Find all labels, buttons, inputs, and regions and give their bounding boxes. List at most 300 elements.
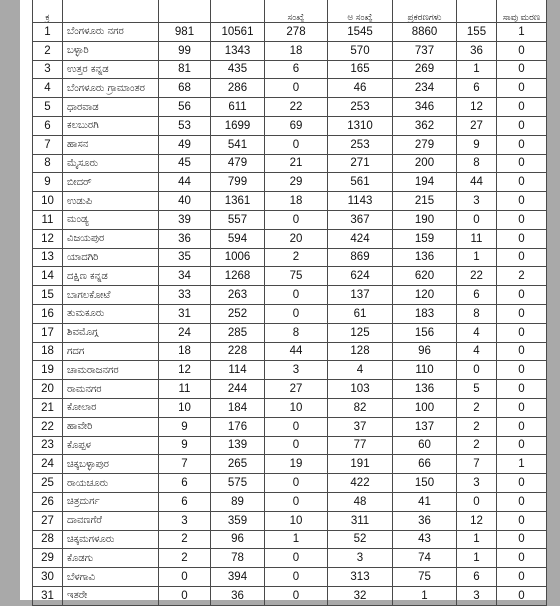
value-col-3-cell: 36 [159, 229, 211, 248]
table-row [33, 192, 547, 211]
table-row [33, 549, 547, 568]
row-number-cell: 29 [33, 549, 63, 568]
value-col-6-cell: 37 [328, 417, 393, 436]
district-name-cell: ಬಳ್ಳಾರಿ [63, 41, 159, 60]
row-number-cell: 18 [33, 342, 63, 361]
value-col-7-cell: 137 [393, 417, 457, 436]
row-number-cell: 3 [33, 60, 63, 79]
table-row [33, 210, 547, 229]
value-col-8-cell: 22 [457, 267, 497, 286]
value-col-5-cell: 0 [265, 286, 328, 305]
district-name-cell: ಮಂಡ್ಯ [63, 210, 159, 229]
value-col-7-cell: 346 [393, 98, 457, 117]
value-col-9-cell: 0 [497, 154, 547, 173]
row-number-cell: 19 [33, 361, 63, 380]
value-col-4-cell: 575 [211, 474, 265, 493]
row-number-cell: 21 [33, 398, 63, 417]
value-col-8-cell: 12 [457, 98, 497, 117]
value-col-3-cell: 53 [159, 116, 211, 135]
value-col-8-cell: 3 [457, 192, 497, 211]
district-name-cell: ಚಾಮರಾಜನಗರ [63, 361, 159, 380]
value-col-5-cell: 278 [265, 23, 328, 42]
value-col-6-cell: 48 [328, 492, 393, 511]
value-col-8-cell: 1 [457, 530, 497, 549]
value-col-3-cell: 56 [159, 98, 211, 117]
value-col-3-cell: 11 [159, 380, 211, 399]
value-col-5-cell: 0 [265, 436, 328, 455]
value-col-5-cell: 69 [265, 116, 328, 135]
row-number-cell: 15 [33, 286, 63, 305]
value-col-5-cell: 75 [265, 267, 328, 286]
value-col-9-cell: 0 [497, 116, 547, 135]
value-col-8-cell: 6 [457, 286, 497, 305]
value-col-7-cell: 190 [393, 210, 457, 229]
value-col-9-cell: 0 [497, 248, 547, 267]
district-name-cell: ಶಿವಮೊಗ್ಗ [63, 323, 159, 342]
value-col-4-cell: 1268 [211, 267, 265, 286]
value-col-3-cell: 6 [159, 474, 211, 493]
value-col-9-cell: 0 [497, 79, 547, 98]
value-col-9-cell: 0 [497, 417, 547, 436]
value-col-3-cell: 0 [159, 586, 211, 605]
value-col-3-cell: 35 [159, 248, 211, 267]
value-col-6-cell: 1545 [328, 23, 393, 42]
value-col-6-cell: 570 [328, 41, 393, 60]
value-col-9-cell: 0 [497, 304, 547, 323]
value-col-9-cell: 0 [497, 41, 547, 60]
table-row [33, 530, 547, 549]
row-number-cell: 1 [33, 23, 63, 42]
value-col-4-cell: 228 [211, 342, 265, 361]
value-col-6-cell: 422 [328, 474, 393, 493]
value-col-3-cell: 24 [159, 323, 211, 342]
value-col-6-cell: 624 [328, 267, 393, 286]
value-col-7-cell: 737 [393, 41, 457, 60]
value-col-6-cell: 561 [328, 173, 393, 192]
row-number-cell: 22 [33, 417, 63, 436]
value-col-9-cell: 0 [497, 549, 547, 568]
value-col-6-cell: 311 [328, 511, 393, 530]
value-col-4-cell: 114 [211, 361, 265, 380]
table-row [33, 248, 547, 267]
value-col-3-cell: 9 [159, 436, 211, 455]
district-name-cell: ಚಿಕ್ಕಮಗಳೂರು [63, 530, 159, 549]
value-col-7-cell: 136 [393, 248, 457, 267]
table-row [33, 361, 547, 380]
value-col-9-cell: 0 [497, 342, 547, 361]
value-col-8-cell: 0 [457, 361, 497, 380]
district-name-cell: ರಾಮನಗರ [63, 380, 159, 399]
table-row [33, 135, 547, 154]
value-col-3-cell: 34 [159, 267, 211, 286]
value-col-9-cell: 1 [497, 23, 547, 42]
value-col-9-cell: 0 [497, 135, 547, 154]
value-col-5-cell: 0 [265, 568, 328, 587]
value-col-4-cell: 1699 [211, 116, 265, 135]
header-cell [211, 0, 265, 23]
value-col-6-cell: 313 [328, 568, 393, 587]
value-col-9-cell: 0 [497, 511, 547, 530]
row-number-cell: 27 [33, 511, 63, 530]
row-number-cell: 5 [33, 98, 63, 117]
value-col-5-cell: 0 [265, 474, 328, 493]
value-col-6-cell: 271 [328, 154, 393, 173]
table-row [33, 154, 547, 173]
value-col-6-cell: 367 [328, 210, 393, 229]
table-row [33, 436, 547, 455]
table-row [33, 286, 547, 305]
table-row [33, 60, 547, 79]
district-name-cell: ದಕ್ಷಿಣ ಕನ್ನಡ [63, 267, 159, 286]
value-col-9-cell: 0 [497, 361, 547, 380]
value-col-3-cell: 81 [159, 60, 211, 79]
value-col-7-cell: 269 [393, 60, 457, 79]
district-name-cell: ವಿಜಯಪುರ [63, 229, 159, 248]
district-name-cell: ತುಮಕೂರು [63, 304, 159, 323]
value-col-9-cell: 0 [497, 286, 547, 305]
value-col-6-cell: 77 [328, 436, 393, 455]
value-col-8-cell: 1 [457, 248, 497, 267]
table-row [33, 116, 547, 135]
value-col-4-cell: 184 [211, 398, 265, 417]
value-col-8-cell: 3 [457, 474, 497, 493]
district-name-cell: ದಾವಣಗೆರೆ [63, 511, 159, 530]
value-col-7-cell: 279 [393, 135, 457, 154]
value-col-9-cell: 0 [497, 192, 547, 211]
value-col-8-cell: 36 [457, 41, 497, 60]
value-col-5-cell: 29 [265, 173, 328, 192]
value-col-7-cell: 43 [393, 530, 457, 549]
value-col-3-cell: 99 [159, 41, 211, 60]
district-name-cell: ಕೊಪ್ಪಳ [63, 436, 159, 455]
value-col-8-cell: 8 [457, 154, 497, 173]
row-number-cell: 11 [33, 210, 63, 229]
row-number-cell: 13 [33, 248, 63, 267]
district-name-cell: ಗದಗ [63, 342, 159, 361]
value-col-7-cell: 136 [393, 380, 457, 399]
value-col-7-cell: 36 [393, 511, 457, 530]
value-col-6-cell: 52 [328, 530, 393, 549]
value-col-9-cell: 2 [497, 267, 547, 286]
value-col-9-cell: 0 [497, 229, 547, 248]
table-row [33, 380, 547, 399]
value-col-9-cell: 0 [497, 323, 547, 342]
table-row [33, 41, 547, 60]
value-col-3-cell: 7 [159, 455, 211, 474]
value-col-9-cell: 0 [497, 530, 547, 549]
value-col-6-cell: 128 [328, 342, 393, 361]
district-name-cell: ಮೈಸೂರು [63, 154, 159, 173]
value-col-3-cell: 3 [159, 511, 211, 530]
value-col-6-cell: 103 [328, 380, 393, 399]
header-cell: ಅ ಸಂಖ್ಯೆ [328, 0, 393, 23]
value-col-5-cell: 10 [265, 398, 328, 417]
row-number-cell: 10 [33, 192, 63, 211]
value-col-3-cell: 44 [159, 173, 211, 192]
value-col-3-cell: 33 [159, 286, 211, 305]
value-col-6-cell: 165 [328, 60, 393, 79]
value-col-4-cell: 1006 [211, 248, 265, 267]
value-col-5-cell: 8 [265, 323, 328, 342]
value-col-6-cell: 191 [328, 455, 393, 474]
value-col-6-cell: 46 [328, 79, 393, 98]
value-col-6-cell: 253 [328, 98, 393, 117]
value-col-7-cell: 110 [393, 361, 457, 380]
row-number-cell: 28 [33, 530, 63, 549]
value-col-7-cell: 100 [393, 398, 457, 417]
value-col-5-cell: 21 [265, 154, 328, 173]
row-number-cell: 16 [33, 304, 63, 323]
table-row [33, 455, 547, 474]
value-col-9-cell: 1 [497, 455, 547, 474]
value-col-8-cell: 44 [457, 173, 497, 192]
document-page [20, 0, 546, 600]
row-number-cell: 9 [33, 173, 63, 192]
value-col-9-cell: 0 [497, 436, 547, 455]
value-col-6-cell: 869 [328, 248, 393, 267]
value-col-5-cell: 19 [265, 455, 328, 474]
row-number-cell: 30 [33, 568, 63, 587]
district-name-cell: ಬೆಂಗಳೂರು ನಗರ [63, 23, 159, 42]
value-col-7-cell: 200 [393, 154, 457, 173]
value-col-8-cell: 5 [457, 380, 497, 399]
value-col-4-cell: 435 [211, 60, 265, 79]
district-name-cell: ಉಡುಪಿ [63, 192, 159, 211]
table-row [33, 98, 547, 117]
table-row [33, 492, 547, 511]
value-col-4-cell: 263 [211, 286, 265, 305]
district-name-cell: ಬೆಂಗಳೂರು ಗ್ರಾಮಾಂತರ [63, 79, 159, 98]
value-col-7-cell: 183 [393, 304, 457, 323]
district-name-cell: ಕೊಡಗು [63, 549, 159, 568]
value-col-3-cell: 981 [159, 23, 211, 42]
value-col-9-cell: 0 [497, 98, 547, 117]
row-number-cell: 25 [33, 474, 63, 493]
value-col-7-cell: 620 [393, 267, 457, 286]
value-col-3-cell: 31 [159, 304, 211, 323]
header-cell [63, 0, 159, 23]
table-row [33, 229, 547, 248]
value-col-3-cell: 9 [159, 417, 211, 436]
header-cell [457, 0, 497, 23]
row-number-cell: 8 [33, 154, 63, 173]
row-number-cell: 7 [33, 135, 63, 154]
value-col-5-cell: 27 [265, 380, 328, 399]
table-row [33, 23, 547, 42]
value-col-9-cell: 0 [497, 474, 547, 493]
district-name-cell: ಕೋಲಾರ [63, 398, 159, 417]
value-col-6-cell: 61 [328, 304, 393, 323]
value-col-4-cell: 611 [211, 98, 265, 117]
value-col-8-cell: 2 [457, 417, 497, 436]
value-col-7-cell: 159 [393, 229, 457, 248]
value-col-9-cell: 0 [497, 492, 547, 511]
value-col-4-cell: 78 [211, 549, 265, 568]
district-name-cell: ಬೀದರ್ [63, 173, 159, 192]
value-col-6-cell: 125 [328, 323, 393, 342]
value-col-9-cell: 0 [497, 568, 547, 587]
value-col-8-cell: 12 [457, 511, 497, 530]
value-col-7-cell: 120 [393, 286, 457, 305]
value-col-5-cell: 0 [265, 549, 328, 568]
value-col-3-cell: 68 [159, 79, 211, 98]
value-col-5-cell: 18 [265, 192, 328, 211]
value-col-6-cell: 253 [328, 135, 393, 154]
value-col-8-cell: 2 [457, 398, 497, 417]
value-col-7-cell: 194 [393, 173, 457, 192]
value-col-3-cell: 49 [159, 135, 211, 154]
value-col-5-cell: 1 [265, 530, 328, 549]
value-col-9-cell: 0 [497, 210, 547, 229]
value-col-6-cell: 424 [328, 229, 393, 248]
value-col-4-cell: 96 [211, 530, 265, 549]
table-header-row [33, 0, 547, 23]
row-number-cell: 2 [33, 41, 63, 60]
value-col-8-cell: 11 [457, 229, 497, 248]
header-cell: ಸಂಖ್ಯೆ [265, 0, 328, 23]
value-col-7-cell: 156 [393, 323, 457, 342]
value-col-5-cell: 6 [265, 60, 328, 79]
row-number-cell: 20 [33, 380, 63, 399]
table-row [33, 323, 547, 342]
value-col-3-cell: 2 [159, 549, 211, 568]
value-col-4-cell: 394 [211, 568, 265, 587]
value-col-8-cell: 155 [457, 23, 497, 42]
value-col-7-cell: 234 [393, 79, 457, 98]
value-col-8-cell: 8 [457, 304, 497, 323]
row-number-cell: 12 [33, 229, 63, 248]
value-col-9-cell: 0 [497, 173, 547, 192]
value-col-6-cell: 137 [328, 286, 393, 305]
value-col-7-cell: 66 [393, 455, 457, 474]
value-col-7-cell: 41 [393, 492, 457, 511]
value-col-8-cell: 9 [457, 135, 497, 154]
value-col-6-cell: 1143 [328, 192, 393, 211]
value-col-3-cell: 40 [159, 192, 211, 211]
value-col-3-cell: 10 [159, 398, 211, 417]
district-name-cell: ಹಾವೇರಿ [63, 417, 159, 436]
district-name-cell: ಬಾಗಲಕೋಟೆ [63, 286, 159, 305]
value-col-8-cell: 6 [457, 79, 497, 98]
row-number-cell: 17 [33, 323, 63, 342]
value-col-4-cell: 176 [211, 417, 265, 436]
value-col-3-cell: 18 [159, 342, 211, 361]
district-name-cell: ಇತರೇ [63, 586, 159, 605]
value-col-5-cell: 0 [265, 135, 328, 154]
value-col-5-cell: 0 [265, 304, 328, 323]
value-col-5-cell: 10 [265, 511, 328, 530]
value-col-5-cell: 3 [265, 361, 328, 380]
value-col-4-cell: 541 [211, 135, 265, 154]
value-col-4-cell: 1361 [211, 192, 265, 211]
value-col-6-cell: 1310 [328, 116, 393, 135]
value-col-7-cell: 215 [393, 192, 457, 211]
value-col-6-cell: 4 [328, 361, 393, 380]
row-number-cell: 23 [33, 436, 63, 455]
row-number-cell: 4 [33, 79, 63, 98]
row-number-cell: 31 [33, 586, 63, 605]
value-col-5-cell: 2 [265, 248, 328, 267]
value-col-8-cell: 1 [457, 60, 497, 79]
value-col-4-cell: 286 [211, 79, 265, 98]
district-statistics-table [32, 0, 547, 606]
value-col-4-cell: 594 [211, 229, 265, 248]
value-col-4-cell: 359 [211, 511, 265, 530]
row-number-cell: 14 [33, 267, 63, 286]
value-col-9-cell: 0 [497, 380, 547, 399]
value-col-4-cell: 139 [211, 436, 265, 455]
value-col-6-cell: 3 [328, 549, 393, 568]
header-cell: ಪ್ರಕರಣಗಳು [393, 0, 457, 23]
value-col-5-cell: 0 [265, 210, 328, 229]
value-col-6-cell: 32 [328, 586, 393, 605]
table-row [33, 511, 547, 530]
value-col-4-cell: 36 [211, 586, 265, 605]
value-col-4-cell: 244 [211, 380, 265, 399]
value-col-6-cell: 82 [328, 398, 393, 417]
value-col-7-cell: 150 [393, 474, 457, 493]
table-row [33, 398, 547, 417]
table-row [33, 474, 547, 493]
value-col-7-cell: 96 [393, 342, 457, 361]
district-name-cell: ರಾಯಚೂರು [63, 474, 159, 493]
value-col-7-cell: 1 [393, 586, 457, 605]
row-number-cell: 26 [33, 492, 63, 511]
value-col-5-cell: 0 [265, 417, 328, 436]
district-name-cell: ಬೆಳಗಾವಿ [63, 568, 159, 587]
header-cell: ಕ್ರ [33, 0, 63, 23]
value-col-9-cell: 0 [497, 586, 547, 605]
table-row [33, 417, 547, 436]
table-row [33, 267, 547, 286]
value-col-7-cell: 74 [393, 549, 457, 568]
table-row [33, 568, 547, 587]
value-col-8-cell: 4 [457, 323, 497, 342]
value-col-7-cell: 75 [393, 568, 457, 587]
value-col-5-cell: 44 [265, 342, 328, 361]
value-col-3-cell: 39 [159, 210, 211, 229]
value-col-8-cell: 3 [457, 586, 497, 605]
value-col-5-cell: 18 [265, 41, 328, 60]
table-row [33, 586, 547, 605]
value-col-5-cell: 20 [265, 229, 328, 248]
value-col-8-cell: 7 [457, 455, 497, 474]
value-col-4-cell: 89 [211, 492, 265, 511]
district-name-cell: ಕಲಬುರಗಿ [63, 116, 159, 135]
value-col-3-cell: 0 [159, 568, 211, 587]
district-name-cell: ಧಾರವಾಡ [63, 98, 159, 117]
value-col-9-cell: 0 [497, 60, 547, 79]
value-col-3-cell: 6 [159, 492, 211, 511]
district-name-cell: ಯಾದಗಿರಿ [63, 248, 159, 267]
value-col-3-cell: 2 [159, 530, 211, 549]
value-col-4-cell: 799 [211, 173, 265, 192]
value-col-4-cell: 252 [211, 304, 265, 323]
district-name-cell: ಹಾಸನ [63, 135, 159, 154]
value-col-3-cell: 45 [159, 154, 211, 173]
district-name-cell: ಚಿಕ್ಕಬಳ್ಳಾಪುರ [63, 455, 159, 474]
value-col-7-cell: 362 [393, 116, 457, 135]
district-name-cell: ಉತ್ತರ ಕನ್ನಡ [63, 60, 159, 79]
value-col-8-cell: 6 [457, 568, 497, 587]
table-row [33, 79, 547, 98]
value-col-3-cell: 12 [159, 361, 211, 380]
value-col-5-cell: 0 [265, 79, 328, 98]
value-col-8-cell: 1 [457, 549, 497, 568]
value-col-4-cell: 1343 [211, 41, 265, 60]
value-col-4-cell: 285 [211, 323, 265, 342]
value-col-8-cell: 27 [457, 116, 497, 135]
